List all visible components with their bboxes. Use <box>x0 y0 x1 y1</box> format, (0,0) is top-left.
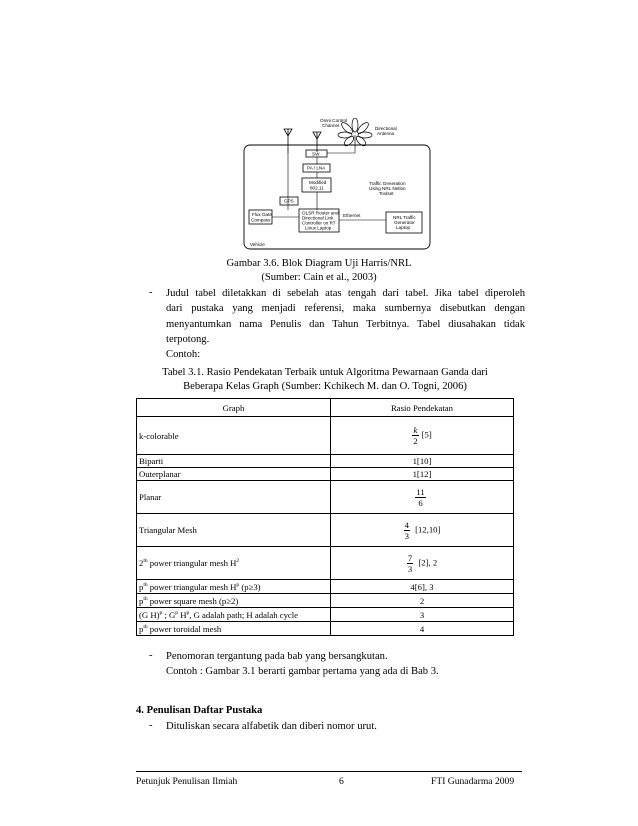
graph-cell: Triangular Mesh <box>137 514 331 547</box>
graph-text: power square mesh (p≥2) <box>149 595 239 606</box>
superscript: th <box>143 595 148 602</box>
header-ratio: Rasio Pendekatan <box>331 399 514 417</box>
gps-label: GPS <box>284 198 294 204</box>
fraction-numerator: 4 <box>404 519 409 530</box>
graph-cell <box>137 594 331 608</box>
graph-text: (G H) <box>139 609 160 620</box>
table-row <box>137 622 514 636</box>
paragraph-line: Penomoran tergantung pada bab yang bersangkutan. <box>166 651 388 662</box>
table-row <box>137 417 514 455</box>
paragraph-line: dari pustaka yang menjadi referensi, maka sumbernya disebutkan dengan <box>166 303 525 315</box>
fraction-numerator: k <box>413 425 418 435</box>
graph-text: power triangular mesh H <box>149 581 237 592</box>
superscript: p <box>236 581 240 588</box>
paragraph-line: Judul tabel diletakkan di sebelah atas tengah dari tabel. Jika tabel diperoleh <box>166 288 525 299</box>
section-bullet-text: Dituliskan secara alfabetik dan diberi nomor urut. <box>166 721 377 732</box>
fraction-denominator: 2 <box>413 436 418 446</box>
modified-label-1: Modified <box>309 180 327 185</box>
graph-prefix: p <box>139 581 144 592</box>
nrl-label-1: NRL Traffic <box>393 215 416 220</box>
ratio-ref: [12,10] <box>415 524 441 534</box>
directional-label-1: Directional <box>375 126 397 131</box>
ratio-cell <box>331 481 514 514</box>
graph-cell: k-colorable <box>137 417 331 455</box>
olsr-label-3: Controller on RT <box>302 220 336 226</box>
traffic-label-1: Traffic Generation <box>369 181 406 186</box>
fraction-denominator: 6 <box>418 497 423 508</box>
olsr-label-4: Linux Laptop <box>305 225 332 231</box>
fraction-denominator: 3 <box>404 530 409 541</box>
table-row <box>137 594 514 608</box>
superscript: th <box>143 558 148 564</box>
figure-source: (Sumber: Cain et al., 2003) <box>261 272 377 283</box>
compass-label-2: Compass <box>251 217 271 223</box>
bullet-dash: - <box>149 287 153 298</box>
omni-antenna-icon <box>313 132 321 152</box>
block-diagram <box>241 118 433 252</box>
table-row <box>137 514 514 547</box>
ratio-cell: 4[6], 3 <box>331 580 514 594</box>
traffic-label-3: Toolset <box>379 191 394 196</box>
paragraph-line: menyantumkan nama Penulis dan Tahun Terbitnya. Tabel diusahakan tidak <box>166 318 525 330</box>
superscript: p <box>175 609 179 616</box>
graph-prefix: 2 <box>139 558 144 568</box>
ratio-cell: 1[10] <box>331 455 514 468</box>
graph-cell: Biparti <box>137 455 331 468</box>
ratio-table <box>136 398 514 636</box>
graph-text: power toroidal mesh <box>149 623 222 634</box>
ratio-cell: 1[12] <box>331 468 514 481</box>
superscript: p <box>159 609 163 616</box>
footer-right: FTI Gunadarma 2009 <box>431 776 515 787</box>
graph-prefix: p <box>139 595 144 606</box>
fraction <box>415 487 425 508</box>
page-number: 6 <box>339 776 344 787</box>
block-diagram-figure <box>241 118 433 252</box>
ratio-ref: [5] <box>421 429 432 440</box>
graph-text: power triangular mesh H <box>149 558 237 568</box>
ethernet-label: Ethernet <box>343 213 361 218</box>
ratio-ref: [2], 2 <box>418 557 438 567</box>
figure-caption: Gambar 3.6. Blok Diagram Uji Harris/NRL <box>226 258 412 269</box>
graph-text: (p≥3) <box>241 581 261 592</box>
ratio-cell: 4 <box>331 622 514 636</box>
graph-cell: Planar <box>137 481 331 514</box>
vehicle-label: Vehicle <box>250 242 265 247</box>
superscript: th <box>143 623 148 630</box>
ratio-cell <box>331 514 514 547</box>
compass-label-1: Flux Gate <box>252 212 272 217</box>
graph-text: ; G <box>164 609 176 620</box>
graph-cell: Outerplanar <box>137 468 331 481</box>
table-row <box>137 468 514 481</box>
fraction-denominator: 3 <box>407 563 413 574</box>
pa-lna-label: PA / LNA <box>307 165 326 171</box>
directional-label-2: Antenna <box>377 131 395 136</box>
omni-label-1: Omni Control <box>320 118 348 123</box>
fraction-numerator: 11 <box>416 486 425 497</box>
table-caption <box>140 366 510 394</box>
table-row <box>137 481 514 514</box>
directional-antenna-icon <box>338 118 372 148</box>
bullet-paragraph <box>166 649 526 680</box>
superscript: p <box>186 609 190 616</box>
fraction <box>407 553 413 574</box>
ratio-cell <box>331 547 514 580</box>
header-graph: Graph <box>137 399 331 417</box>
omni-label-2: Channel <box>322 123 340 128</box>
table-caption-line: Beberapa Kelas Graph (Sumber: Kchikech M. dan O. Togni, 2006) <box>183 381 467 392</box>
superscript: 2 <box>236 558 240 564</box>
superscript: th <box>143 581 148 588</box>
modified-label-2: 802.11 <box>310 185 324 191</box>
graph-cell <box>137 608 331 622</box>
nrl-label-3: Laptop <box>396 225 411 230</box>
table-caption-line: Tabel 3.1. Rasio Pendekatan Terbaik untuk Algoritma Pewarnaan Ganda dari <box>162 367 488 378</box>
bullet-dash: - <box>149 650 153 661</box>
graph-text: H <box>180 609 187 620</box>
table-header-row <box>137 399 514 417</box>
ratio-cell: 2 <box>331 594 514 608</box>
section-heading: 4. Penulisan Daftar Pustaka <box>136 705 263 716</box>
graph-prefix: p <box>139 623 144 634</box>
table-row <box>137 580 514 594</box>
table-row <box>137 547 514 580</box>
graph-text: , G adalah path; H adalah cycle <box>189 609 299 620</box>
sw-label: SW <box>312 151 320 157</box>
fraction <box>404 520 410 541</box>
fraction-numerator: 7 <box>407 552 413 563</box>
table-row <box>137 455 514 468</box>
ratio-cell: 3 <box>331 608 514 622</box>
graph-cell <box>137 580 331 594</box>
olsr-label-2: Directional Link <box>302 215 334 221</box>
ratio-cell <box>331 417 514 455</box>
paragraph-line: Contoh: <box>166 349 201 361</box>
paragraph-line: Contoh : Gambar 3.1 berarti gambar pertama yang ada di Bab 3. <box>166 666 439 678</box>
olsr-label-1: OLSR Router and <box>302 210 339 216</box>
graph-cell <box>137 547 331 580</box>
paragraph-line: terpotong. <box>166 333 210 345</box>
table-row <box>137 608 514 622</box>
fraction <box>412 425 418 446</box>
bullet-paragraph <box>166 286 525 362</box>
graph-cell <box>137 622 331 636</box>
traffic-label-2: Using NRL Netlon <box>369 186 406 191</box>
footer-left: Petunjuk Penulisan Ilmiah <box>136 776 238 787</box>
footer-rule <box>136 771 522 772</box>
nrl-label-2: Generator <box>394 220 415 225</box>
bullet-dash: - <box>149 720 153 731</box>
